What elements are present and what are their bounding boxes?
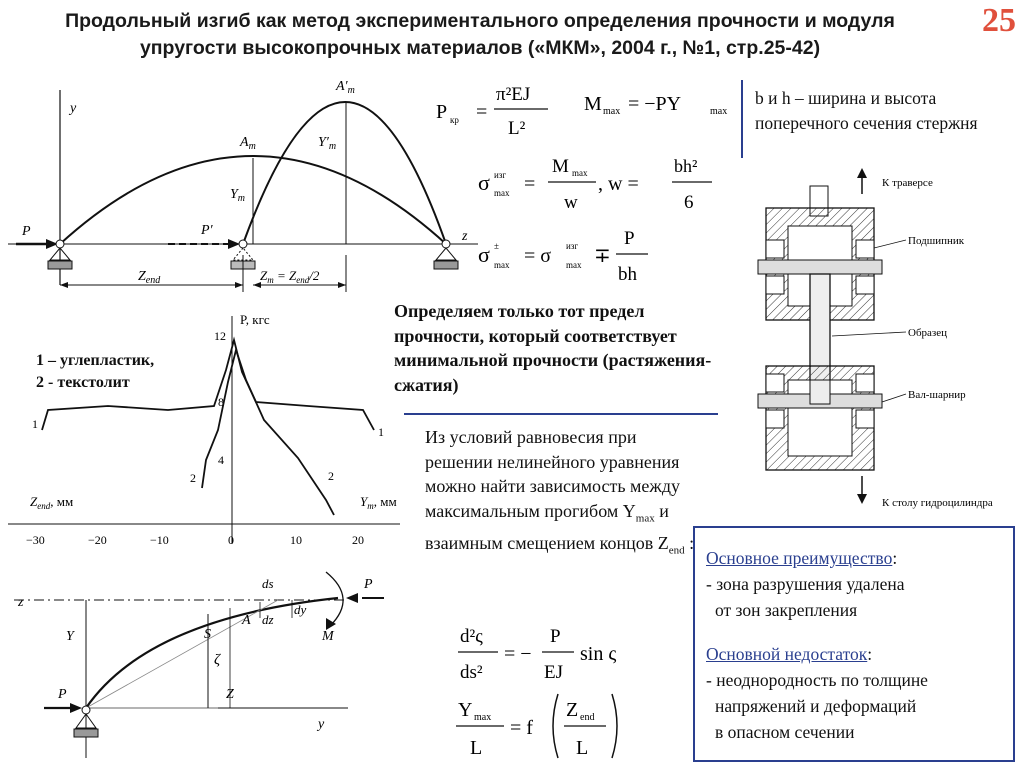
legend-line-1: 1 – углепластик, [36, 352, 155, 369]
beam-figure [8, 80, 480, 295]
p2-label: P′ [201, 223, 213, 238]
z-label: z [462, 229, 468, 244]
svg-text:P: P [436, 101, 448, 123]
svg-text:bh: bh [618, 264, 637, 285]
curve-1-right-label: 1 [378, 425, 384, 439]
x-tick-20: 20 [352, 533, 364, 547]
A-label: A [242, 613, 251, 628]
am-label: $A_m$ [240, 135, 256, 152]
y-label: y [318, 717, 325, 732]
formula-pkr [436, 76, 576, 150]
svg-text:σ: σ [478, 170, 490, 195]
ds-label: ds [262, 576, 274, 591]
svg-text:σ: σ [478, 242, 490, 267]
y-tick-8: 8 [218, 395, 224, 409]
svg-text:∓: ∓ [594, 245, 611, 267]
formula-mmax [584, 88, 744, 122]
svg-text:, w =: , w = [598, 173, 639, 195]
svg-text:d²ς: d²ς [460, 626, 483, 647]
curve-2 [202, 350, 334, 515]
svg-text:bh²: bh² [674, 156, 698, 176]
drawback-line-3: в опасном сечении [715, 722, 855, 742]
apparatus-figure [748, 166, 1020, 518]
legend [36, 350, 154, 394]
label-sample: Образец [908, 327, 948, 339]
note-bar [741, 80, 743, 158]
svg-text:max: max [494, 188, 510, 198]
x-tick-10: 10 [290, 533, 302, 547]
formula-sigma-izg [476, 150, 736, 216]
svg-text:max: max [710, 106, 728, 117]
svg-text:ds²: ds² [460, 662, 483, 683]
ym2-label: $Y'_m$ [318, 135, 337, 152]
bh-note: b и h – ширина и высота поперечного сечения стержня [755, 88, 978, 133]
formula-sigma-pm [476, 222, 676, 288]
curve-1-left-label: 1 [32, 417, 38, 431]
svg-text:=: = [476, 101, 488, 123]
page-title: Продольный изгиб как метод экспериментального определения прочности и модуля упругости высокопрочных материалов («МКМ», 2004 г., №1, стр.25-42) [65, 10, 895, 59]
zend-label: $Z_{end}$ [138, 269, 161, 286]
svg-text:end: end [580, 712, 595, 723]
svg-text:L²: L² [508, 118, 526, 139]
x-tick-0: 0 [228, 533, 234, 547]
label-bearing: Подшипник [908, 235, 965, 247]
y-tick-4: 4 [218, 453, 224, 467]
svg-text:max: max [474, 712, 492, 723]
svg-text:кр: кр [450, 115, 459, 125]
svg-text:= σ: = σ [524, 245, 552, 267]
label-traverse: К траверсе [882, 177, 933, 189]
m-label: M [322, 629, 334, 644]
p-left-arrow [70, 703, 82, 713]
p-right-arrow [346, 593, 358, 603]
svg-text:=: = [524, 173, 536, 195]
y-tick-12: 12 [214, 329, 226, 343]
svg-text:6: 6 [684, 192, 694, 213]
svg-text:max: max [494, 260, 510, 270]
p-right-label: P [364, 577, 373, 592]
equilibrium-note: Из условий равновесия при решении нелинейного уравнения можно найти зависимость между максимальным прогибом $Y_{max}$ и взаимным смещением концов $Z_{end}$ : [425, 427, 695, 557]
chart-figure [8, 310, 408, 552]
svg-text:sin ς: sin ς [580, 643, 617, 665]
svg-text:= −PY: = −PY [628, 93, 682, 115]
svg-text:изг: изг [494, 170, 507, 180]
equilibrium-text: Из условий равновесия при решении нелинейного уравнения можно найти зависимость между максимальным прогибом [425, 427, 680, 521]
svg-text:M: M [552, 156, 569, 177]
x-tick-m30: −30 [26, 533, 45, 547]
arc-high [243, 102, 446, 244]
label-table: К столу гидроцилиндра [882, 497, 993, 509]
svg-text:EJ: EJ [544, 662, 563, 683]
advantage-line-1: - зона разрушения удалена [706, 574, 905, 594]
S-label: S [204, 627, 211, 642]
slide-number: 25 [982, 2, 1016, 39]
svg-text:w: w [564, 192, 578, 213]
zend-line: смещением концов $Z_{end}$ : [507, 532, 695, 557]
determine-note: Определяем только тот предел прочности, который соответствует минимальной прочности (растяжения-сжатия) [394, 301, 712, 395]
svg-text:L: L [576, 737, 589, 759]
drawback-heading: Основной недостаток: [706, 644, 873, 664]
deflection-figure [8, 568, 388, 764]
legend-line-2: 2 - текстолит [36, 374, 130, 391]
ymax-symbol: $Y_{max}$ [622, 500, 655, 525]
p2-arrow [228, 239, 240, 249]
p-label: P [22, 224, 31, 239]
drawback-line-1: - неоднородность по толщине [706, 670, 928, 690]
svg-text:max: max [572, 168, 588, 178]
svg-text:π²EJ: π²EJ [496, 84, 531, 105]
formula-ratio [452, 690, 672, 764]
advantage-line-2: от зон закрепления [715, 600, 858, 620]
svg-text:P: P [550, 626, 561, 647]
svg-text:= f: = f [510, 717, 533, 739]
advantage-heading: Основное преимущество: [706, 548, 898, 568]
svg-text:Y: Y [458, 699, 473, 721]
x-tick-m20: −20 [88, 533, 107, 547]
zeta-label: ζ [214, 652, 221, 668]
drawback-line-2: напряжений и деформаций [715, 696, 917, 716]
Y-label: Y [66, 629, 74, 644]
svg-text:L: L [470, 737, 483, 759]
svg-text:±: ± [494, 241, 499, 251]
ym-label: $Y_m$ [230, 187, 246, 204]
svg-text:= −: = − [504, 643, 532, 665]
Z-label: Z [226, 687, 234, 702]
p-axis-label: P, кгс [240, 312, 270, 327]
z-label: z [18, 595, 24, 610]
svg-text:P: P [624, 228, 635, 249]
zm-label: $Z_m = Z_{end}/2$ [260, 268, 320, 285]
svg-text:max: max [566, 260, 582, 270]
determine-underline [404, 413, 718, 415]
svg-text:изг: изг [566, 241, 579, 251]
dy-label: dy [294, 602, 307, 617]
y-label: y [70, 101, 77, 116]
zend-axis-label: $Z_{end}$, мм [30, 494, 74, 511]
curve-2-right-label: 2 [328, 469, 334, 483]
dz-label: dz [262, 612, 274, 627]
formula-diffeq [454, 618, 654, 688]
p-left-label: P [58, 687, 67, 702]
curve-2-left-label: 2 [190, 471, 196, 485]
svg-text:M: M [584, 93, 602, 115]
am2-label: $A'_m$ [336, 80, 355, 96]
label-shaft: Вал-шарнир [908, 389, 966, 401]
svg-text:max: max [603, 106, 621, 117]
ym-axis-label: $Y_m$, мм [360, 494, 397, 511]
svg-text:Z: Z [566, 699, 579, 721]
x-tick-m10: −10 [150, 533, 169, 547]
